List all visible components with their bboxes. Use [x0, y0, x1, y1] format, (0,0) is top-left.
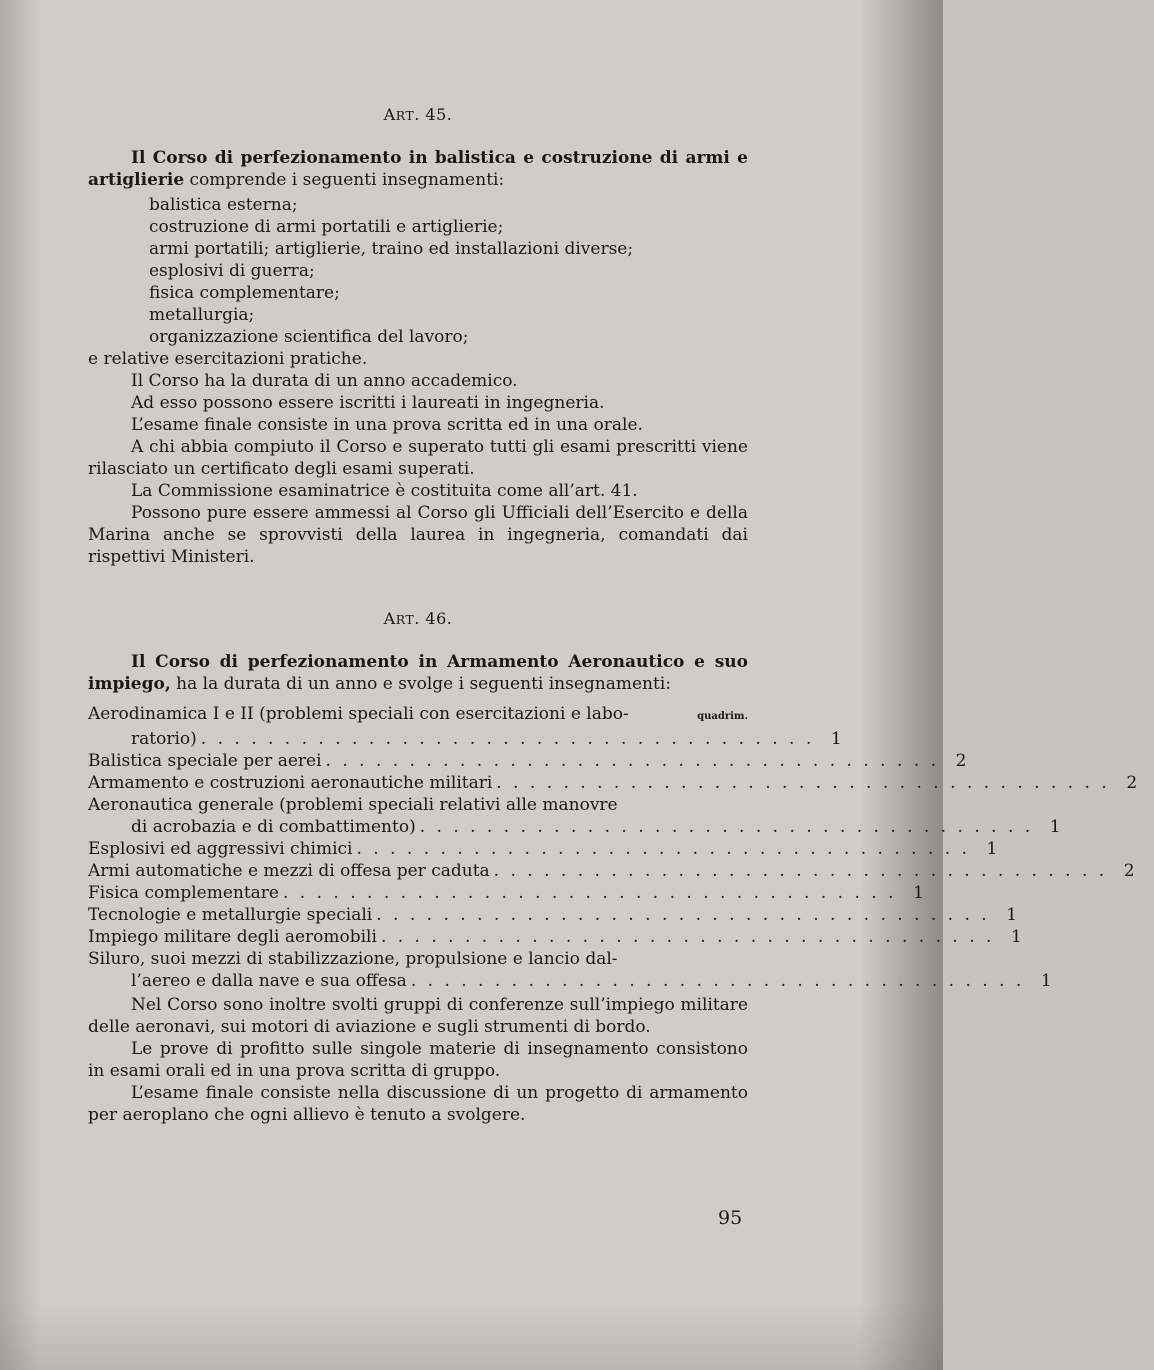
table-row	[88, 703, 748, 728]
course-name: Siluro, suoi mezzi di stabilizzazione, propulsione e lancio dal-	[88, 949, 618, 969]
course-name: Balistica speciale per aerei	[88, 751, 322, 771]
table-row	[88, 794, 748, 816]
article-46-intro-rest: ha la durata di un anno e svolge i seguenti insegnamenti:	[170, 674, 672, 694]
article-46-heading	[88, 608, 748, 631]
list-item: organizzazione scientifica del lavoro;	[149, 327, 469, 347]
course-name: Aeronautica generale (problemi speciali relativi alle manovre	[88, 795, 618, 815]
course-value: 1	[986, 839, 998, 859]
heading-small-caps: RT	[395, 108, 415, 123]
table-row	[88, 970, 1052, 992]
article-45-intro	[88, 147, 748, 191]
table-row	[88, 772, 1138, 794]
page-number: 95	[718, 1207, 743, 1229]
table-row	[88, 882, 924, 904]
course-name-continued: l’aereo e dalla nave e sua offesa	[131, 971, 407, 991]
course-value: 2	[1126, 773, 1138, 793]
course-value: 1	[830, 729, 842, 749]
course-name: Tecnologie e metallurgie speciali	[88, 905, 373, 925]
page-content	[88, 104, 1138, 1126]
dot-leader: . . . . . . . . . . . . . . . . . . . . . . . . . . . . . . . . . . . . .	[496, 773, 1110, 793]
heading-suffix: . 45.	[414, 105, 453, 124]
dot-leader: . . . . . . . . . . . . . . . . . . . . . . . . . . . . . . . . . . . . .	[410, 971, 1025, 991]
dot-leader: . . . . . . . . . . . . . . . . . . . . . . . . . . . . . . . . . . . . .	[356, 839, 970, 859]
dot-leader: . . . . . . . . . . . . . . . . . . . . . . . . . . . . . . . . . . . . .	[380, 927, 995, 947]
unit-label: quadrim.	[697, 711, 748, 722]
list-item: esplosivi di guerra;	[149, 261, 315, 281]
dot-leader: . . . . . . . . . . . . . . . . . . . . . . . . . . . . . . . . . . . . .	[325, 751, 939, 771]
course-name: Armamento e costruzioni aeronautiche militari	[88, 773, 493, 793]
table-row	[88, 904, 1018, 926]
table-row	[88, 948, 748, 970]
table-row	[88, 816, 1061, 838]
article-45-intro-rest: comprende i seguenti insegnamenti:	[184, 170, 505, 190]
heading-small-caps: RT	[395, 612, 415, 627]
article-46-course-title: Il Corso di perfezionamento in Armamento Aeronautico e suo impiego,	[88, 652, 748, 694]
article-45-course-title: Il Corso di perfezionamento in balistica e costruzione di armi e artiglierie	[88, 148, 748, 190]
paragraph: Le prove di profitto sulle singole materie di insegnamento consistono in esami orali ed in una prova scritta di gruppo.	[88, 1039, 748, 1081]
heading-prefix: A	[383, 105, 396, 124]
course-value: 1	[913, 883, 924, 903]
course-value: 2	[955, 751, 967, 771]
list-item: fisica complementare;	[149, 283, 340, 303]
dot-leader: . . . . . . . . . . . . . . . . . . . . . . . . . . . . . . . . . . . . .	[419, 817, 1034, 837]
dot-leader: . . . . . . . . . . . . . . . . . . . . . . . . . . . . . . . . . . . . .	[493, 861, 1108, 881]
course-value: 1	[1006, 905, 1018, 925]
paragraph: Ad esso possono essere iscritti i laureati in ingegneria.	[131, 393, 605, 413]
table-row	[88, 728, 842, 750]
course-value: 1	[1049, 817, 1061, 837]
table-row	[88, 750, 967, 772]
course-name: Impiego militare degli aeromobili	[88, 927, 377, 947]
heading-suffix: . 46.	[414, 609, 453, 628]
article-45-practice-line: e relative esercitazioni pratiche.	[88, 349, 368, 369]
table-row	[88, 838, 998, 860]
heading-prefix: A	[383, 609, 396, 628]
course-value: 1	[1040, 971, 1052, 991]
article-46-intro	[88, 651, 748, 695]
table-row	[88, 860, 1135, 882]
course-name: Esplosivi ed aggressivi chimici	[88, 839, 353, 859]
dot-leader: . . . . . . . . . . . . . . . . . . . . . . . . . . . . . . . . . . . . .	[200, 729, 815, 749]
paragraph: Il Corso ha la durata di un anno accademico.	[131, 371, 518, 391]
course-name-continued: di acrobazia e di combattimento)	[131, 817, 416, 837]
course-value: 1	[1011, 927, 1022, 947]
list-item: costruzione di armi portatili e artiglierie;	[149, 217, 504, 237]
paragraph: Nel Corso sono inoltre svolti gruppi di conferenze sull’impiego militare delle aeronavi, sui motori di aviazione e sugli strumenti di bordo.	[88, 995, 748, 1037]
course-name: Aerodinamica I e II (problemi speciali con esercitazioni e labo-	[88, 704, 629, 724]
dot-leader: . . . . . . . . . . . . . . . . . . . . . . . . . . . . . . . . . . . . .	[376, 905, 990, 925]
list-item: balistica esterna;	[149, 195, 298, 215]
paragraph: A chi abbia compiuto il Corso e superato tutti gli esami prescritti viene rilasciato un certificato degli esami superati.	[88, 437, 748, 479]
course-table	[88, 703, 1138, 992]
paragraph: L’esame finale consiste nella discussione di un progetto di armamento per aeroplano che ogni allievo è tenuto a svolgere.	[88, 1083, 748, 1125]
article-45-subject-list	[88, 194, 748, 348]
paragraph: La Commissione esaminatrice è costituita come all’art. 41.	[131, 481, 638, 501]
course-name-continued: ratorio)	[131, 729, 197, 749]
list-item: armi portatili; artiglierie, traino ed installazioni diverse;	[149, 239, 634, 259]
course-name: Armi automatiche e mezzi di offesa per caduta	[88, 861, 490, 881]
table-row	[88, 926, 1022, 948]
paragraph: Possono pure essere ammessi al Corso gli Ufficiali dell’Esercito e della Marina anche se sprovvisti della laurea in ingegneria, comandati dai rispettivi Ministeri.	[88, 503, 748, 567]
course-value: 2	[1123, 861, 1135, 881]
list-item: metallurgia;	[149, 305, 255, 325]
article-45-heading	[88, 104, 748, 127]
paragraph: L’esame finale consiste in una prova scritta ed in una orale.	[131, 415, 643, 435]
dot-leader: . . . . . . . . . . . . . . . . . . . . . . . . . . . . . . . . . . . . .	[283, 883, 897, 903]
course-name: Fisica complementare	[88, 883, 279, 903]
